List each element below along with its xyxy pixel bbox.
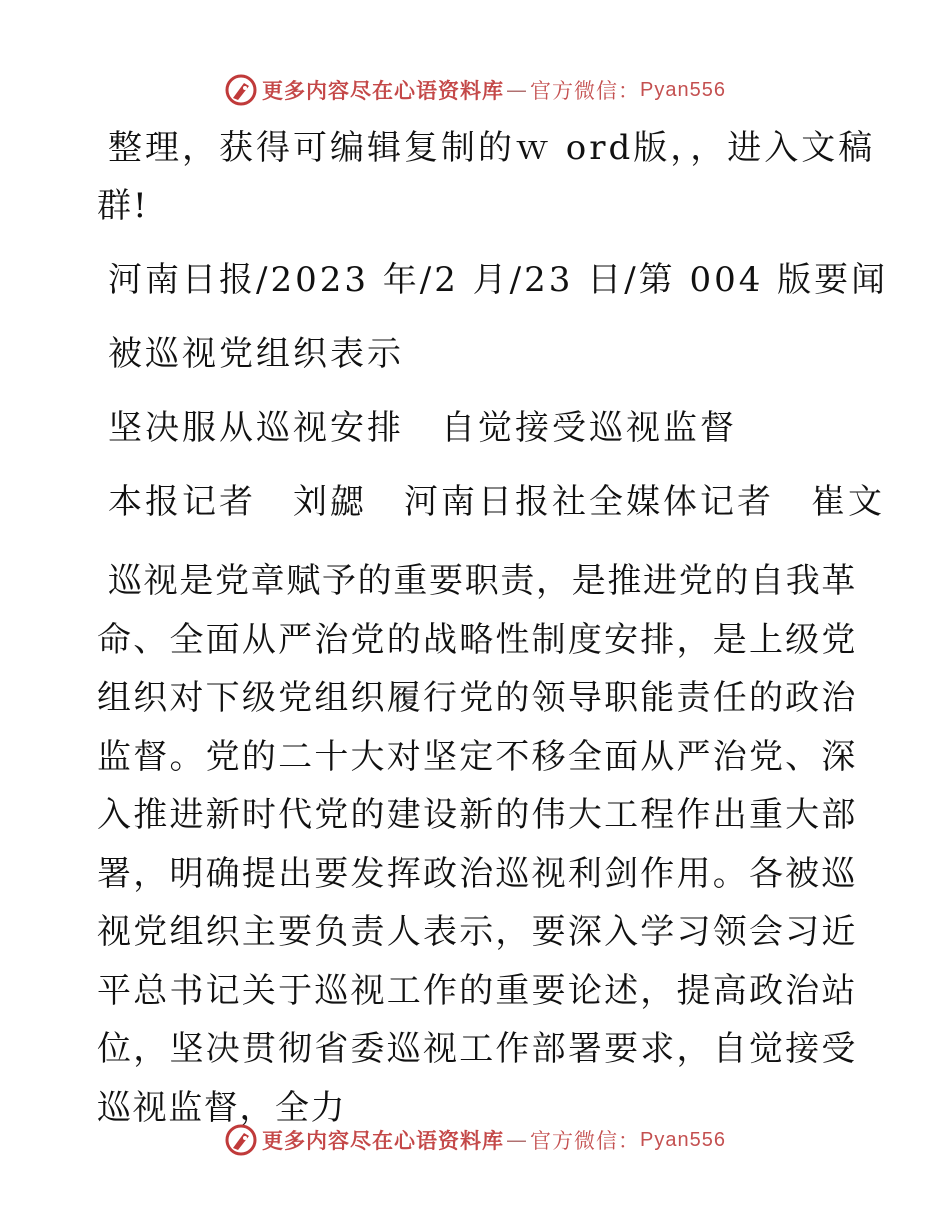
pen-nib-logo-icon [224, 1123, 258, 1157]
body-paragraph: 巡视是党章赋予的重要职责，是推进党的自我革命、全面从严治党的战略性制度安排，是上级党组织对下级党组织履行党的领导职能责任的政治监督。党的二十大对坚定不移全面从严治党、深入推进新时代党的建设新的伟大工程作出重大部署，明确提出要发挥政治巡视利剑作用。各被巡视党组织主要负责人表示，要深入学习领会习近平总书记关于巡视工作的重要论述，提高政治站位，坚决贯彻省委巡视工作部署要求，自觉接受巡视监督，全力 [97, 561, 857, 1128]
intro-line-2: 群! [97, 186, 149, 226]
watermark-wechat-label: 官方微信： [530, 1129, 641, 1153]
watermark-wechat-id: Pyan556 [640, 1128, 726, 1151]
source-line: 河南日报/2023 年/2 月/23 日/第 004 版要闻 [108, 260, 889, 300]
kicker: 被巡视党组织表示 [108, 334, 404, 374]
watermark-banner-top [0, 70, 950, 110]
watermark-dash: — [506, 1128, 529, 1152]
watermark-text: 更多内容尽在心语资料库 [262, 1129, 505, 1153]
watermark-banner-bottom [0, 1120, 950, 1160]
byline: 本报记者 刘勰 河南日报社全媒体记者 崔文 [108, 482, 885, 522]
watermark-dash: — [506, 78, 529, 102]
headline: 坚决服从巡视安排 自觉接受巡视监督 [108, 408, 737, 448]
watermark-text: 更多内容尽在心语资料库 [262, 79, 505, 103]
watermark-wechat-label: 官方微信： [530, 79, 641, 103]
pen-nib-logo-icon [224, 73, 258, 107]
intro-line-1: 整理，获得可编辑复制的ｗ ord版，，进入文稿 [108, 128, 876, 168]
watermark-wechat-id: Pyan556 [640, 78, 726, 101]
